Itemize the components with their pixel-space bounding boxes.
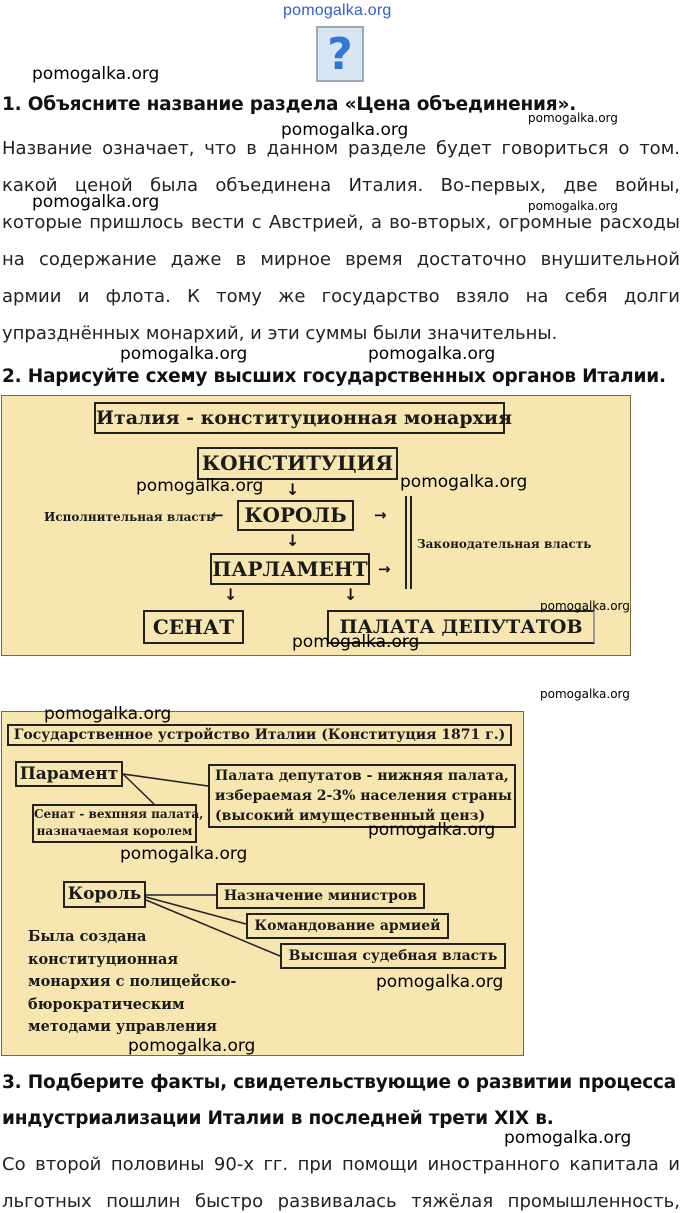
question-1-heading: 1. Объясните название раздела «Цена объединения». [2,94,577,115]
arrow-down-icon: ↓ [286,480,300,499]
watermark: pomogalka.org [400,472,528,492]
watermark: pomogalka.org [528,111,618,125]
king-box: КОРОЛЬ [237,500,354,531]
executive-label: Исполнительная власть [44,510,215,524]
watermark: pomogalka.org [368,820,496,840]
watermark: pomogalka.org [376,972,504,992]
legislative-bracket [410,496,412,589]
judicial-box: Высшая судебная власть [280,943,506,969]
connector-lines [2,712,525,1057]
diagram-title: Италия - конституционная монархия [94,402,505,434]
arrow-down-icon: ↓ [344,585,358,604]
ministers-box: Назначение министров [216,883,425,909]
watermark: pomogalka.org [540,687,630,701]
question-3-heading: 3. Подберите факты, свидетельствующие о развитии процесса [2,1072,677,1093]
watermark: pomogalka.org [292,632,420,652]
arrow-right-icon: → [378,560,391,578]
senate-box: СЕНАТ [143,610,244,644]
diagram-title: Государственное устройство Италии (Конституция 1871 г.) [7,724,512,746]
watermark: pomogalka.org [32,64,160,84]
senate-box: Сенат - вехпняя палата, назначаемая королем [32,804,197,843]
legislative-label: Законодательная власть [417,537,592,551]
deputies-box: Палата депутатов - нижняя палата, избераемая 2-3% населения страны (высокий имущественный ценз) [208,764,516,828]
watermark: pomogalka.org [120,844,248,864]
watermark: pomogalka.org [32,192,160,212]
question-mark-icon: ? [316,26,364,82]
diagram-state-organs [1,395,631,656]
question-3-heading-cont: индустриализации Италии в последней трети XIX в. [2,1108,554,1129]
answer-line: Название означает, что в данном разделе будет говориться о том. [2,138,680,159]
conclusion-note: Была создана конституционная монархия с полицейско- бюрократическим методами управления [28,928,237,1035]
deputies-box: ПАЛАТА ДЕПУТАТОВ [327,610,595,644]
watermark: pomogalka.org [540,599,630,613]
legislative-bracket [405,496,407,589]
watermark: pomogalka.org [281,120,409,140]
answer-line: на содержание даже в мирное время достаточно внушительной [2,249,680,270]
answer-line: которые пришлось вести с Австрией, а во-вторых, огромные расходы [2,212,680,233]
question-2-heading: 2. Нарисуйте схему высших государственных органов Италии. [2,366,666,387]
question-1-answer [2,130,680,352]
answer-line: какой ценой была объединена Италия. Во-первых, две войны, [2,175,680,196]
watermark: pomogalka.org [128,1036,256,1056]
question-3-answer [2,1146,680,1213]
answer-line: Со второй половины 90-х гг. при помощи иностранного капитала и [2,1154,680,1175]
army-box: Командование армией [246,913,449,939]
site-watermark-top: pomogalka.org [283,2,392,19]
diagram-state-structure-1871 [1,711,524,1056]
king-box: Король [63,881,146,908]
watermark: pomogalka.org [368,344,496,364]
answer-line: армии и флота. К тому же государство взяло на себя долги [2,286,680,307]
watermark: pomogalka.org [120,344,248,364]
constitution-box: КОНСТИТУЦИЯ [197,447,398,480]
watermark: pomogalka.org [44,704,172,724]
arrow-down-icon: ↓ [224,585,238,604]
arrow-right-icon: → [374,506,387,524]
arrow-down-icon: ↓ [286,531,300,550]
parliament-box: Парамент [15,761,123,787]
watermark: pomogalka.org [528,199,618,213]
answer-line: упразднённых монархий, и эти суммы были значительны. [2,323,558,344]
parliament-box: ПАРЛАМЕНТ [210,553,370,585]
arrow-left-icon: ← [211,506,224,524]
watermark: pomogalka.org [504,1128,632,1148]
answer-line: льготных пошлин быстро развивалась тяжёлая промышленность, [2,1191,680,1212]
watermark: pomogalka.org [136,476,264,496]
